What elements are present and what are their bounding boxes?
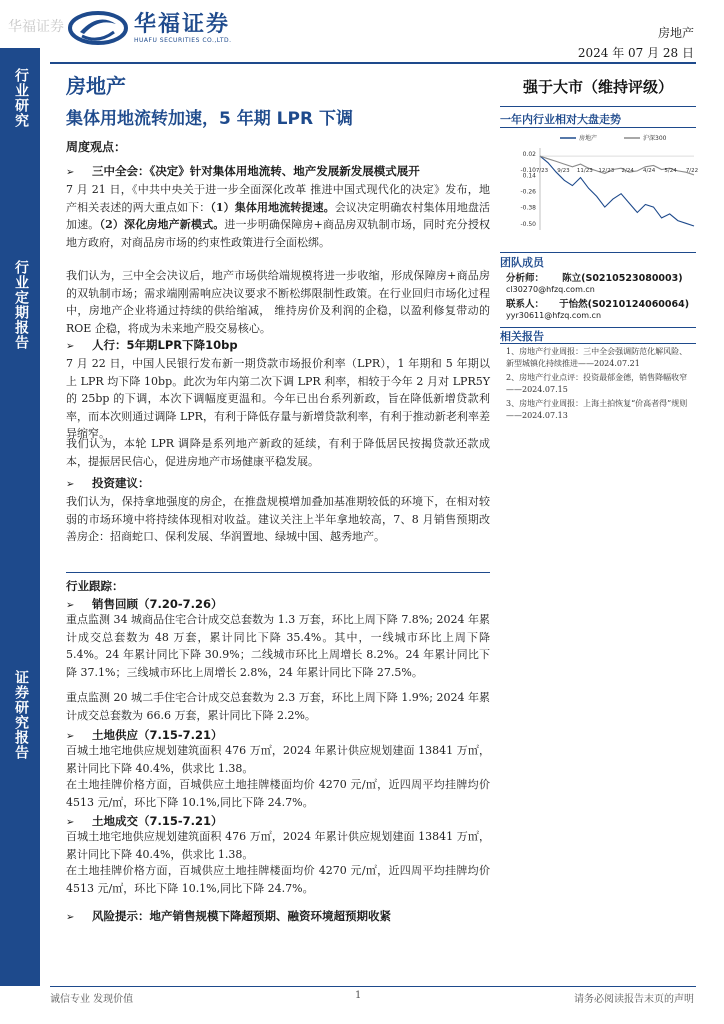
x-tick-label: 11/23 — [576, 168, 593, 175]
tracking-land-deal-para1: 百城土地宅地供应规划建筑面积 476 万㎡，2024 年累计供应规划建面 13841 万㎡，累计同比下降 40.4%，供求比 1.38。 — [66, 830, 490, 861]
y-tick-label: -0.26 — [520, 188, 536, 196]
y-tick-label: -0.50 — [520, 220, 536, 228]
related-report-3[interactable]: 3、房地产行业周报：上海土拍恢复“价高者得”规则——2024.07.13 — [506, 399, 688, 420]
section-plenary-para1: 7 月 21 日，《中共中央关于进一步全面深化改革 推进中国式现代化的决定》发布，地产相关表述的两大重点如下：（1）集体用地流转提速。会议决定明确农村集体用地盘活加速。（2）深化房地产新模式。进一步明确保障房+商品房双轨制市场，同时充分授权地方政府，对商品房市场的约束性政策进行全面松绑。 — [66, 183, 491, 249]
logo-en: HUAFU SECURITIES CO.,LTD. — [134, 36, 232, 44]
header-rule — [50, 62, 696, 64]
arrow-icon: ➢ — [66, 167, 75, 178]
y-tick-label: -0.38 — [520, 204, 536, 212]
x-tick-label: 9/23 — [557, 168, 570, 175]
sidebar-label-industry-research: 行业研究 — [13, 68, 29, 128]
related-heading: 相关报告 — [500, 330, 544, 343]
y-tick-label: 0.14 — [522, 172, 536, 180]
x-tick-label: 7/23 — [535, 168, 549, 175]
tracking-land-supply-para1: 百城土地宅地供应规划建筑面积 476 万㎡，2024 年累计供应规划建面 13841 万㎡，累计同比下降 40.4%，供求比 1.38。 — [66, 744, 490, 775]
footer-slogan: 诚信专业 发现价值 — [50, 994, 134, 1005]
footer-rule — [50, 986, 696, 987]
series-line-房地产 — [540, 156, 694, 226]
section-investment-heading: ➢ 投资建议： — [66, 476, 150, 490]
legend-label: 房地产 — [579, 135, 598, 142]
section-pboc-heading: ➢ 人行：5年期LPR下降10bp — [66, 338, 238, 352]
relative-performance-chart — [500, 130, 699, 250]
arrow-icon: ➢ — [66, 600, 75, 611]
rating: 强于大市（维持评级） — [522, 78, 673, 96]
tracking-sales-heading: ➢ 销售回顾（7.20-7.26） — [66, 597, 223, 611]
company-logo — [68, 10, 232, 46]
team-rule — [500, 252, 696, 253]
x-tick-label: 7/22 — [685, 168, 699, 175]
section-plenary-para2: 我们认为，三中全会决议后，地产市场供给端规模将进一步收缩，形成保障房+商品房的双轨制市场；需求端刚需响应决议要求不断松绑限制性政策。在行业回归市场化过程中，房地产企业将通过持续的供给缩减， 维持房价及利润的企稳，以盈利修复带动的 ROE 企稳，将成为未来地产股交易核心。 — [66, 269, 490, 335]
chart-heading: 一年内行业相对大盘走势 — [500, 113, 621, 126]
analyst-1-email: cl30270@hfzq.com.cn — [506, 285, 595, 294]
section-pboc-para2: 我们认为，本轮 LPR 调降是系列地产新政的延续，有利于降低居民按揭贷款还款成本，提振居民信心，促进房地产市场健康平稳发展。 — [66, 437, 490, 468]
section-investment-para: 我们认为，保持拿地强度的房企，在推盘规模增加叠加基准期较低的环境下，在相对较弱的市场环境中将持续体现相对收益。建议关注上半年拿地较高，7、8 月销售预期改善房企：招商蛇口、保利发展、华润置地、绿城中国、越秀地产。 — [66, 495, 490, 544]
logo-cn: 华福证券 — [134, 11, 231, 37]
tracking-land-deal-para2: 在土地挂牌价格方面，百城供应土地挂牌楼面均价 4270 元/㎡，近四周平均挂牌均价 4513 元/㎡，环比下降 10.1%,同比下降 24.7%。 — [66, 864, 490, 895]
footer-disclaimer: 请务必阅读报告末页的声明 — [574, 994, 694, 1005]
rating-rule — [500, 106, 696, 107]
related-heading-rule — [500, 343, 696, 344]
arrow-icon: ➢ — [66, 817, 75, 828]
y-tick-label: -0.10 — [520, 167, 536, 175]
risk-warning: ➢ 风险提示：地产销售规模下降超预期、融资环境超预期收紧 — [66, 909, 391, 923]
page-number: 1 — [355, 990, 362, 1001]
x-tick-label: 5/24 — [664, 168, 677, 175]
sidebar-label-securities-research: 证券研究报告 — [13, 670, 29, 760]
analyst-2: 联系人： 于怡然(S0210124060064) — [506, 299, 690, 310]
section-pboc-para1: 7 月 22 日，中国人民银行发布新一期贷款市场报价利率（LPR），1 年期和 5 年期以上 LPR 均下降 10bp。此次为年内第二次下调 LPR 利率，相较于今年 2 月对 LPR5Y 的 25bp 的下调，本次下调幅度更温和。今年已出台系列新政，旨在降低新增贷款利率，而本次则通过调降 LPR，有利于降低存量与新增贷款利率，有利于推动新老利率差异缩窄。 — [66, 357, 490, 441]
chart-heading-rule — [500, 127, 696, 128]
tracking-sales-para2: 重点监测 20 城二手住宅合计成交总套数为 2.3 万套，环比上周下降 1.9%; 2024 年累计成交总套数为 66.6 万套，累计同比下降 2.2%。 — [66, 691, 490, 722]
arrow-icon: ➢ — [66, 912, 75, 923]
sidebar-label-periodic-report: 行业定期报告 — [13, 260, 29, 350]
related-report-2[interactable]: 2、房地产行业点评：投资最郁金德，销售降幅收窄——2024.07.15 — [506, 373, 688, 394]
tracking-land-supply-para2: 在土地挂牌价格方面，百城供应土地挂牌楼面均价 4270 元/㎡，近四周平均挂牌均价 4513 元/㎡，环比下降 10.1%,同比下降 24.7%。 — [66, 778, 490, 809]
report-sector-title: 房地产 — [66, 74, 126, 98]
section-plenary-heading: ➢ 三中全会：《决定》针对集体用地流转、地产发展新发展模式展开 — [66, 164, 420, 178]
sidebar — [0, 48, 40, 986]
watermark: 华福证券 — [8, 19, 64, 35]
analyst-2-email: yyr30611@hfzq.com.cn — [506, 311, 602, 320]
legend-label: 沪深300 — [643, 135, 667, 142]
analyst-1: 分析师： 陈立(S0210523080003) — [506, 273, 683, 284]
related-report-1[interactable]: 1、房地产行业周报：三中全会强调防范化解风险、新型城镇化持续推进——2024.07.21 — [506, 347, 688, 368]
y-tick-label: 0.02 — [522, 150, 536, 158]
header-date: 2024 年 07 月 28 日 — [577, 46, 694, 60]
x-tick-label: 2/24 — [621, 168, 634, 175]
report-title: 集体用地流转加速，5 年期 LPR 下调 — [66, 109, 353, 129]
header-sector: 房地产 — [657, 26, 694, 40]
weekly-view-heading: 周度观点： — [66, 140, 127, 154]
tracking-heading: 行业跟踪： — [66, 579, 124, 593]
x-tick-label: 4/24 — [642, 168, 656, 175]
tracking-land-supply-heading: ➢ 土地供应（7.15-7.21） — [66, 728, 223, 742]
x-tick-label: 12/23 — [598, 168, 615, 175]
arrow-icon: ➢ — [66, 731, 75, 742]
arrow-icon: ➢ — [66, 479, 75, 490]
team-heading: 团队成员 — [500, 256, 544, 269]
tracking-land-deal-heading: ➢ 土地成交（7.15-7.21） — [66, 814, 223, 828]
section-divider — [66, 572, 490, 573]
arrow-icon: ➢ — [66, 341, 75, 352]
tracking-sales-para1: 重点监测 34 城商品住宅合计成交总套数为 1.3 万套，环比上周下降 7.8%; 2024 年累计成交总套数为 48 万套，累计同比下降 35.4%。其中，一线城市环比上周下降 5.4%。24 年累计同比下降 30.9%；二线城市环比上周增长 8.2%。24 年累计同比下降 37.1%；三线城市环比上周增长 2.8%，24 年累计同比下降 27.5%。 — [66, 613, 490, 679]
logo-mark-icon — [68, 10, 128, 46]
